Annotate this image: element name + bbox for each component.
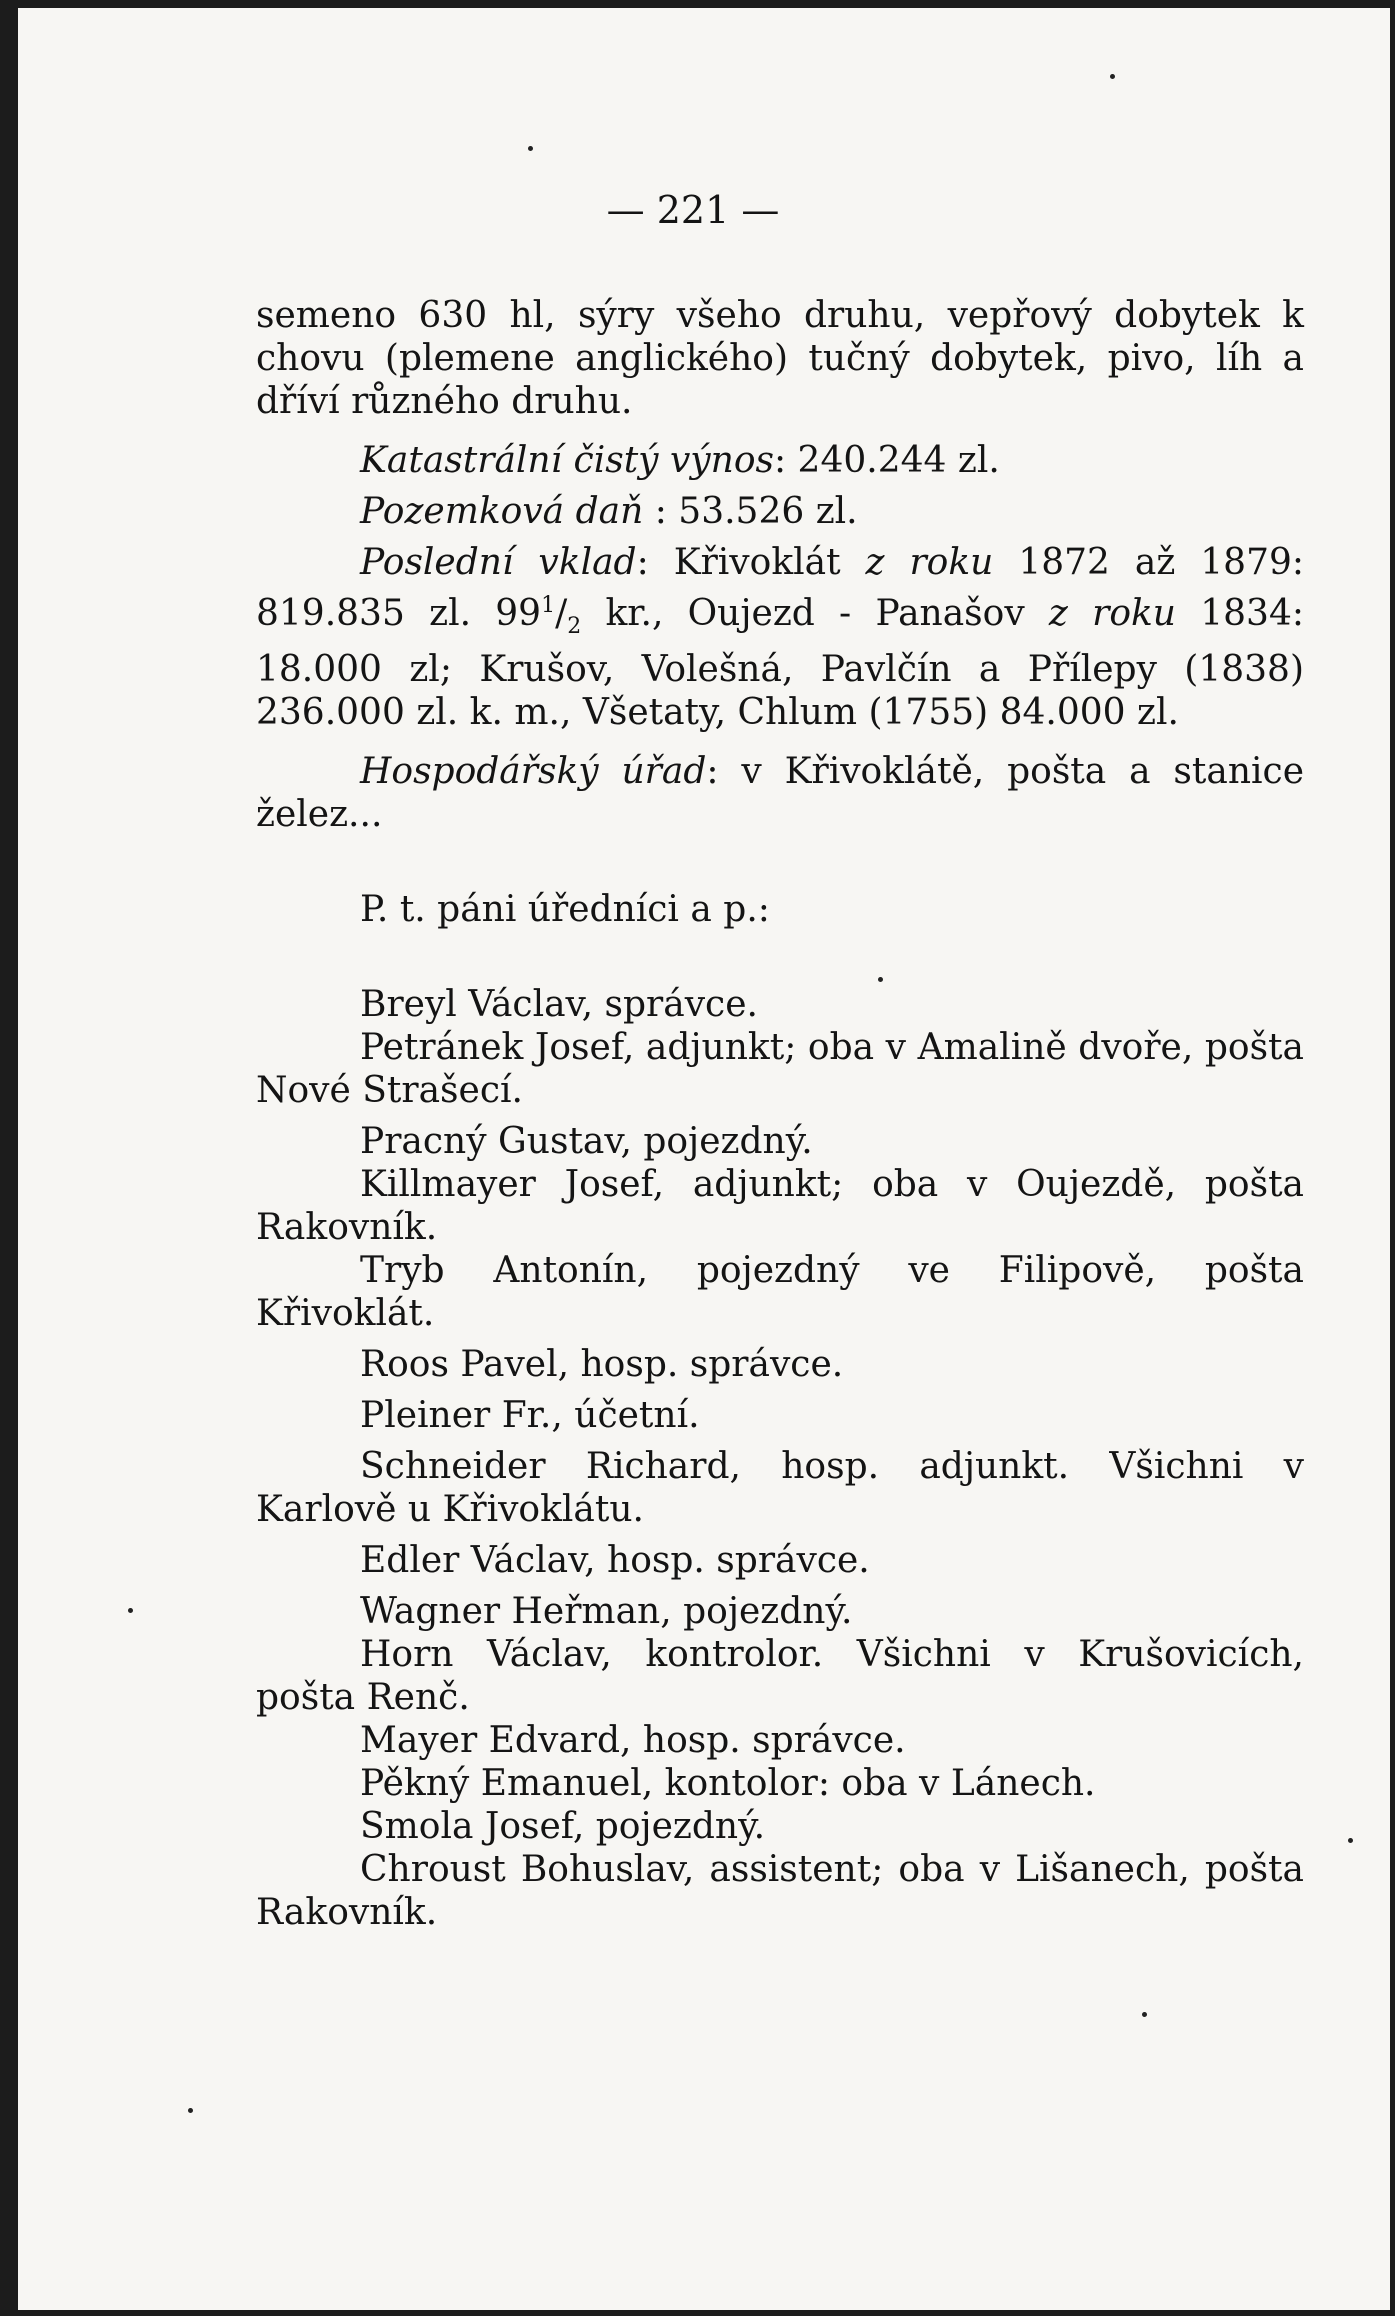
office-value: : v Křivoklátě, pošta a stanice želez... [256,751,1305,836]
paper-speck [1348,1838,1353,1843]
fraction-numerator: 1 [541,593,556,618]
page-text [256,294,1304,1934]
last-deposit-roku-b: z roku [1048,593,1176,634]
land-tax-value: : 53.526 zl. [643,491,858,532]
staff-list [256,983,1304,1934]
last-deposit-label: Poslední vklad [360,542,637,583]
list-item: Petránek Josef, adjunkt; oba v Amalině dvoře, pošta Nové Strašecí. [256,1027,1304,1112]
fraction-denominator: 2 [567,614,582,640]
list-item: Killmayer Josef, adjunkt; oba v Oujezdě, pošta Rakovník. [256,1164,1304,1249]
intro-paragraph: semeno 630 hl, sýry všeho druhu, vepřový dobytek k chovu (plemene anglického) tučný dobytek, pivo, líh a dříví různého druhu. [256,295,1304,422]
last-deposit-text-b: 1872 až 1879: 819.835 zl. 99 [256,542,1305,634]
last-deposit-text-d: 1834: 18.000 zl; Krušov, Volešná, Pavlčín a Přílepy (1838) 236.000 zl. k. m., Všetaty, Chlum (1755) 84.000 zl. [256,593,1304,734]
list-item: Breyl Václav, správce. [360,984,758,1026]
list-item: Mayer Edvard, hosp. správce. [360,1720,906,1762]
paper-speck [188,2108,193,2113]
staff-heading: P. t. páni úředníci a p.: [360,889,770,931]
list-item: Schneider Richard, hosp. adjunkt. Všichni v Karlově u Křivoklátu. [256,1446,1304,1531]
paper-speck [528,146,533,151]
last-deposit-text-a: : Křivoklát [636,542,866,583]
cadastral-yield [256,439,1304,482]
office-label: Hospodářský úřad [360,751,707,793]
list-item: Edler Václav, hosp. správce. [360,1540,870,1582]
list-item: Pleiner Fr., účetní. [360,1395,700,1437]
last-deposit-text-c: kr., Oujezd - Panašov [581,593,1049,634]
land-tax [256,490,1304,533]
land-tax-label: Pozemková daň [360,491,644,532]
page-number: — 221 — [606,188,780,232]
list-item: Roos Pavel, hosp. správce. [360,1344,844,1386]
list-item: Wagner Heřman, pojezdný. [360,1591,853,1633]
paper-speck [1142,2012,1147,2017]
paper-speck [1110,74,1115,79]
economic-office [256,750,1304,836]
list-item: Smola Josef, pojezdný. [360,1806,766,1848]
list-item: Pracný Gustav, pojezdný. [360,1121,813,1163]
list-item: Chroust Bohuslav, assistent; oba v Lišanech, pošta Rakovník. [256,1849,1304,1934]
list-item: Pěkný Emanuel, kontolor: oba v Lánech. [360,1763,1096,1805]
book-page [18,8,1390,2310]
paper-speck [878,977,883,982]
last-deposit: Poslední vklad: Křivoklát z roku 1872 až 1879: 819.835 zl. $99^1/_2$ kr., Oujezd - Panašov z roku 1834: 18.000 zl; Krušov, Volešná, Pavlčín a Přílepy (1838) 236.000 zl. k. m., Všetaty, Chlum (1755) 84.000 zl. [256,542,1305,734]
cadastral-label: Katastrální čistý výnos [360,440,774,481]
list-item: Tryb Antonín, pojezdný ve Filipově, pošta Křivoklát. [256,1250,1304,1335]
cadastral-value: : 240.244 zl. [773,440,1000,481]
list-item: Horn Václav, kontrolor. Všichni v Krušovicích, pošta Renč. [256,1634,1304,1719]
paper-speck [128,1608,133,1613]
last-deposit-roku-a: z roku [865,542,994,583]
